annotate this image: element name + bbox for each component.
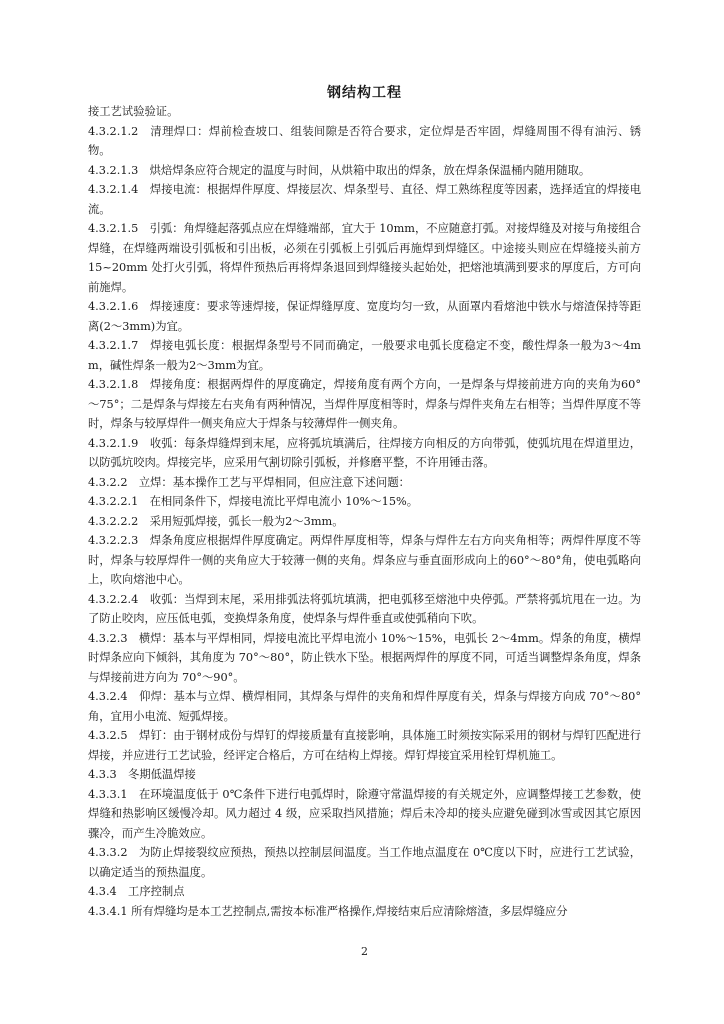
paragraph-4-3-2-1-4: 4.3.2.1.4 焊接电流：根据焊件厚度、焊接层次、焊条型号、直径、焊工熟练程度等因素，选择适宜的焊接电流。 xyxy=(88,183,641,216)
paragraph-4-3-2-2-3: 4.3.2.2.3 焊条角度应根据焊件厚度确定。两焊件厚度相等，焊条与焊件左右方向夹角相等；两焊件厚度不等时，焊条与较厚焊件一侧的夹角应大于较薄一侧的夹角。焊条应与垂直面形成向上的60°～80°角，使电弧略向上，吹向熔池中心。 xyxy=(88,534,641,586)
page-number: 2 xyxy=(361,945,368,958)
document-page xyxy=(88,0,641,1024)
section-heading-4-3-3: 4.3.3 冬期低温焊接 xyxy=(88,768,196,781)
paragraph-4-3-2-1-6: 4.3.2.1.6 焊接速度：要求等速焊接，保证焊缝厚度、宽度均匀一致，从面罩内看熔池中铁水与熔渣保持等距离(2～3mm)为宜。 xyxy=(88,300,641,333)
paragraph-4-3-2-1-8: 4.3.2.1.8 焊接角度：根据两焊件的厚度确定，焊接角度有两个方向，一是焊条与焊接前进方向的夹角为60°～75°；二是焊条与焊接左右夹角有两种情况，当焊件厚度相等时，焊条与焊件夹角左右相等；当焊件厚度不等时，焊条与较厚焊件一侧夹角应大于焊条与较薄焊件一侧夹角。 xyxy=(88,378,641,430)
paragraph-4-3-2-4: 4.3.2.4 仰焊：基本与立焊、横焊相同，其焊条与焊件的夹角和焊件厚度有关，焊条与焊接方向成 70°～80°角，宜用小电流、短弧焊接。 xyxy=(88,690,641,723)
paragraph-4-3-2-2-1: 4.3.2.2.1 在相同条件下，焊接电流比平焊电流小 10%～15%。 xyxy=(88,495,419,508)
paragraph-4-3-2-2-2: 4.3.2.2.2 采用短弧焊接，弧长一般为2～3mm。 xyxy=(88,514,344,528)
paragraph-4-3-3-1: 4.3.3.1 在环境温度低于 0℃条件下进行电弧焊时，除遵守常温焊接的有关规定外，应调整焊接工艺参数，使焊缝和热影响区缓慢冷却。风力超过 4 级，应采取挡风措施；焊后未冷却的接头应避免碰到冰雪或因其它原因骤冷，而产生冷脆效应。 xyxy=(88,787,641,840)
paragraph-continuation: 接工艺试验验证。 xyxy=(88,105,179,118)
paragraph-4-3-2-1-2: 4.3.2.1.2 清理焊口：焊前检查坡口、组装间隙是否符合要求，定位焊是否牢固，焊缝周围不得有油污、锈物。 xyxy=(88,124,641,157)
paragraph-4-3-2-1-9: 4.3.2.1.9 收弧：每条焊缝焊到末尾，应将弧坑填满后，往焊接方向相反的方向带弧，使弧坑甩在焊道里边，以防弧坑咬肉。焊接完毕，应采用气割切除引弧板，并修磨平整，不许用锤击落。 xyxy=(88,436,641,469)
paragraph-4-3-2-2-4: 4.3.2.2.4 收弧：当焊到末尾，采用排弧法将弧坑填满，把电弧移至熔池中央停弧。严禁将弧坑甩在一边。为了防止咬肉，应压低电弧，变换焊条角度，使焊条与焊件垂直或使弧稍向下吹。 xyxy=(88,592,641,625)
page-header: 钢结构工程 xyxy=(327,85,402,101)
paragraph-4-3-2-3: 4.3.2.3 横焊：基本与平焊相同，焊接电流比平焊电流小 10%～15%，电弧长 2～4mm。焊条的角度，横焊时焊条应向下倾斜，其角度为 70°～80°，防止铁水下坠。根据两焊件的厚度不同，可适当调整焊条角度，焊条与焊接前进方向为 70°～90°。 xyxy=(88,631,641,684)
paragraph-4-3-4-1: 4.3.4.1 所有焊缝均是本工艺控制点,需按本标准严格操作,焊接结束后应清除熔渣，多层焊缝应分 xyxy=(88,904,568,918)
document-body xyxy=(88,102,641,921)
paragraph-4-3-3-2: 4.3.3.2 为防止焊接裂纹应预热，预热以控制层间温度。当工作地点温度在 0℃度以下时，应进行工艺试验，以确定适当的预热温度。 xyxy=(88,846,641,879)
section-heading-4-3-4: 4.3.4 工序控制点 xyxy=(88,885,185,898)
paragraph-4-3-2-5: 4.3.2.5 焊钉：由于钢材成份与焊钉的焊接质量有直接影响，具体施工时须按实际采用的钢材与焊钉匹配进行焊接，并应进行工艺试验，经评定合格后，方可在结构上焊接。焊钉焊接宜采用栓钉焊机施工。 xyxy=(88,729,641,762)
paragraph-4-3-2-1-5: 4.3.2.1.5 引弧：角焊缝起落弧点应在焊缝端部，宜大于 10mm，不应随意打弧。对接焊缝及对接与角接组合焊缝，在焊缝两端设引弧板和引出板，必须在引弧板上引弧后再施焊到焊缝区。中途接头则应在焊缝接头前方 15~20mm 处打火引弧，将焊件预热后再将焊条退回到焊缝接头起始处，把熔池填满到要求的厚度后，方可向前施焊。 xyxy=(88,222,641,294)
paragraph-4-3-2-1-3: 4.3.2.1.3 烘焙焊条应符合规定的温度与时间，从烘箱中取出的焊条，放在焊条保温桶内随用随取。 xyxy=(88,163,591,177)
paragraph-4-3-2-2: 4.3.2.2 立焊：基本操作工艺与平焊相同，但应注意下述问题： xyxy=(88,475,410,489)
paragraph-4-3-2-1-7: 4.3.2.1.7 焊接电弧长度：根据焊条型号不同而确定，一般要求电弧长度稳定不变，酸性焊条一般为3～4mm，碱性焊条一般为2～3mm为宜。 xyxy=(88,339,641,372)
